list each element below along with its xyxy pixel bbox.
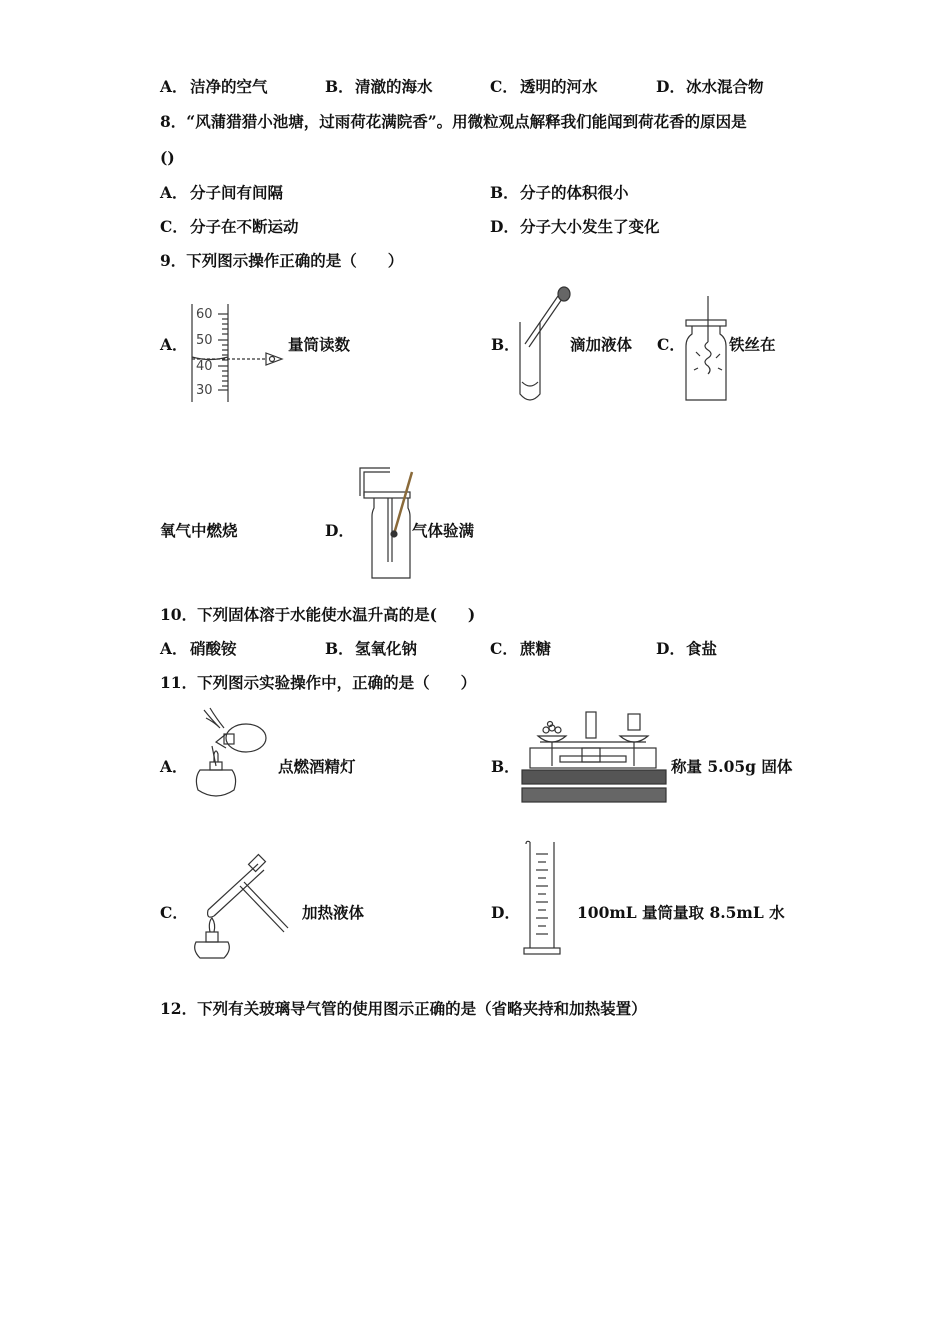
- option-label: A．: [160, 335, 188, 354]
- alcohol-lamp-lighting-figure: [186, 706, 276, 806]
- option-label: A．: [160, 639, 188, 658]
- option-label: D．: [491, 903, 520, 922]
- option-text: 氢氧化钠: [355, 639, 418, 658]
- graduated-cylinder-figure: [522, 840, 562, 958]
- option-text: 洁净的空气: [190, 77, 268, 96]
- iron-wire-burning-figure: [684, 296, 730, 404]
- option-text-continued: 氧气中燃烧: [160, 521, 238, 540]
- option-text: 分子大小发生了变化: [520, 217, 660, 236]
- scale-label: 50: [196, 333, 213, 348]
- option-label: D．: [656, 77, 685, 96]
- scale-label: 40: [196, 359, 213, 374]
- option-text: 滴加液体: [570, 335, 633, 354]
- balance-weighing-figure: [520, 708, 668, 806]
- option-text: 100mL 量筒量取 8.5mL 水: [577, 903, 785, 922]
- option-text: 分子间有间隔: [190, 183, 284, 202]
- option-label: D．: [325, 521, 354, 540]
- scale-label: 60: [196, 307, 213, 322]
- option-label: B．: [325, 77, 354, 96]
- question-stem: 8．“风蒲猎猎小池塘，过雨荷花满院香”。用微粒观点解释我们能闻到荷花香的原因是: [160, 112, 747, 131]
- option-text: 冰水混合物: [686, 77, 764, 96]
- cylinder-graduations: [536, 854, 548, 934]
- option-label: C．: [490, 77, 518, 96]
- option-text: 气体验满: [412, 521, 475, 540]
- option-text: 加热液体: [302, 903, 365, 922]
- sparks-icon: [694, 352, 722, 370]
- option-label: B．: [490, 183, 519, 202]
- question-stem: 11．下列图示实验操作中，正确的是（ ）: [160, 673, 477, 692]
- dropper-test-tube-figure: [516, 284, 576, 406]
- option-label: B．: [491, 335, 520, 354]
- option-text: 量筒读数: [288, 335, 351, 354]
- answer-parentheses: (): [160, 148, 175, 167]
- question-stem: 12．下列有关玻璃导气管的使用图示正确的是（省略夹持和加热装置）: [160, 999, 647, 1018]
- option-text: 硝酸铵: [190, 639, 237, 658]
- cylinder-reading-figure: [186, 302, 296, 404]
- solid-sample-icon: [543, 722, 561, 734]
- option-text: 食盐: [686, 639, 718, 658]
- scale-ticks: [218, 314, 228, 390]
- option-text: 铁丝在: [729, 335, 776, 354]
- option-label: D．: [656, 639, 685, 658]
- option-label: C．: [490, 639, 518, 658]
- option-text: 清澈的海水: [355, 77, 433, 96]
- option-label: B．: [325, 639, 354, 658]
- option-text: 分子在不断运动: [190, 217, 299, 236]
- gas-full-check-figure: [352, 466, 420, 582]
- option-label: A．: [160, 183, 188, 202]
- heating-liquid-figure: [188, 852, 294, 962]
- option-label: C．: [657, 335, 685, 354]
- weight-icon: [628, 714, 640, 730]
- option-text: 点燃酒精灯: [278, 757, 356, 776]
- option-text: 分子的体积很小: [520, 183, 629, 202]
- scale-label: 30: [196, 383, 213, 398]
- question-stem: 9．下列图示操作正确的是（ ）: [160, 251, 404, 270]
- option-label: A．: [160, 77, 188, 96]
- option-text: 透明的河水: [520, 77, 598, 96]
- option-label: B．: [491, 757, 520, 776]
- option-label: C．: [160, 217, 188, 236]
- option-label: C．: [160, 903, 188, 922]
- question-stem: 10．下列固体溶于水能使水温升高的是( ): [160, 605, 476, 624]
- option-text: 称量 5.05g 固体: [671, 757, 793, 776]
- option-label: D．: [490, 217, 519, 236]
- option-text: 蔗糖: [520, 639, 552, 658]
- option-label: A．: [160, 757, 188, 776]
